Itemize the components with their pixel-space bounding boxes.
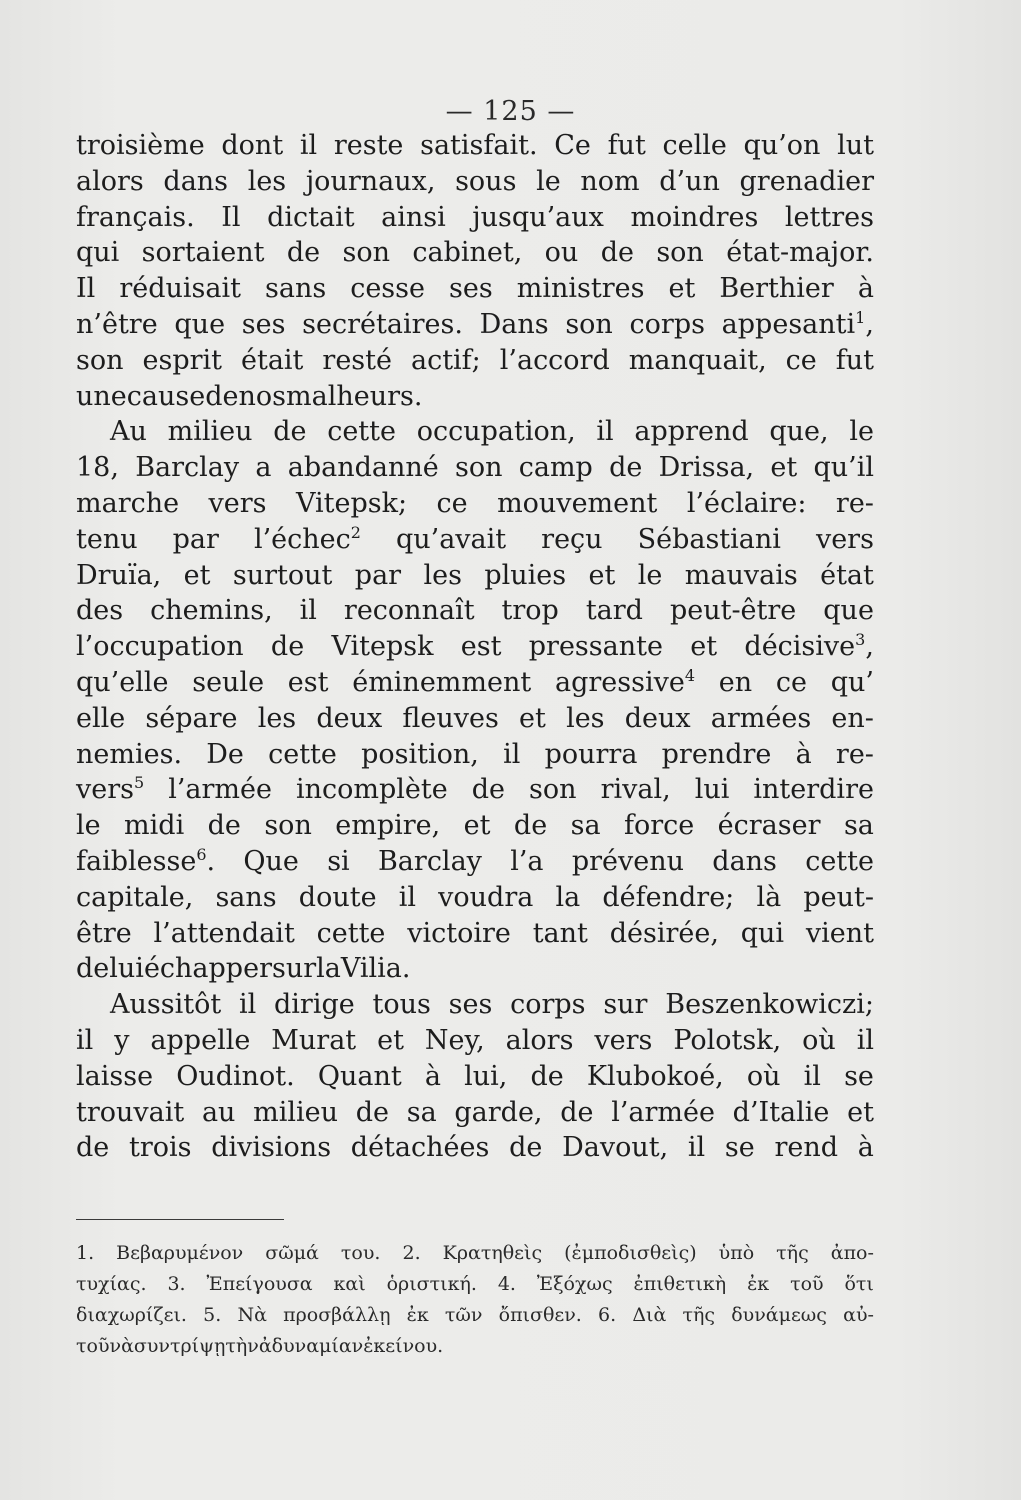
text-line: elle sépare les deux fleuves et les deux armées en-: [76, 702, 874, 734]
footnote-line: 1. Βεβαρυμένον σῶμά του. 2. Κρατηθεὶς (ἐμποδισθεὶς) ὑπὸ τῆς ἀπο-: [76, 1242, 874, 1264]
page-number: — 125 —: [445, 96, 576, 127]
text-line: capitale, sans doute il voudra la défendre; là peut-: [76, 881, 874, 913]
text-line: de lui échapper sur la Vilia.: [76, 953, 411, 985]
text-line: alors dans les journaux, sous le nom d’un grenadier: [76, 165, 874, 197]
paragraph: [76, 414, 874, 987]
text-line: marche vers Vitepsk; ce mouvement l’éclaire: re-: [76, 487, 874, 519]
text-line: le midi de son empire, et de sa force écraser sa: [76, 810, 874, 842]
text-line: nemies. De cette position, il pourra prendre à re-: [76, 738, 874, 770]
body-text: [76, 128, 874, 1166]
text-line: une cause de nos malheurs.: [76, 380, 423, 412]
text-line: Il réduisait sans cesse ses ministres et Berthier à: [76, 273, 874, 305]
text-line: Aussitôt il dirige tous ses corps sur Beszenkowiczi;: [110, 989, 874, 1021]
text-line: troisième dont il reste satisfait. Ce fut celle qu’on lut: [76, 130, 874, 161]
text-line: être l’attendait cette victoire tant désirée, qui vient: [76, 917, 874, 949]
text-line: tenu par l’échec$^2$ qu’avait reçu Sébastiani vers: [76, 522, 874, 555]
text-line: il y appelle Murat et Ney, alors vers Polotsk, où il: [76, 1024, 874, 1056]
text-line: 18, Barclay a abandanné son camp de Drissa, et qu’il: [76, 452, 874, 484]
text-line: n’être que ses secrétaires. Dans son corps appesanti$^1$,: [76, 307, 874, 340]
text-line: vers$^5$ l’armée incomplète de son rival, lui interdire: [76, 773, 874, 806]
footnote-line: τυχίας. 3. Ἐπείγουσα καὶ ὁριστική. 4. Ἐξόχως ἐπιθετικὴ ἐκ τοῦ ὅτι: [76, 1273, 874, 1295]
text-line: des chemins, il reconnaît trop tard peut-être que: [76, 595, 874, 627]
text-line: faiblesse$^6$. Que si Barclay l’a prévenu dans cette: [76, 844, 874, 877]
text-line: qui sortaient de son cabinet, ou de son état-major.: [76, 237, 874, 269]
text-line: trouvait au milieu de sa garde, de l’armée d’Italie et: [76, 1096, 874, 1128]
text-line: français. Il dictait ainsi jusqu’aux moindres lettres: [76, 201, 874, 233]
footnote-line: τοῦ νὰ συντρίψῃ τὴν ἀδυναμίαν ἐκείνου.: [76, 1335, 444, 1357]
text-line: son esprit était resté actif; l’accord manquait, ce fut: [76, 344, 874, 376]
text-line: Au milieu de cette occupation, il apprend que, le: [110, 416, 874, 448]
text-line: laisse Oudinot. Quant à lui, de Klubokoé, où il se: [76, 1060, 874, 1092]
text-line: l’occupation de Vitepsk est pressante et décisive$^3$,: [76, 630, 874, 663]
paragraph: [76, 987, 874, 1166]
footnote-separator: [76, 1219, 284, 1220]
footnotes: [76, 1238, 874, 1362]
text-line: qu’elle seule est éminemment agressive$^4$ en ce qu’: [76, 665, 874, 698]
text-line: de trois divisions détachées de Davout, il se rend à: [76, 1132, 874, 1164]
text-line: Druïa, et surtout par les pluies et le mauvais état: [76, 559, 874, 591]
footnote-line: διαχωρίζει. 5. Νὰ προσβάλλῃ ἐκ τῶν ὄπισθεν. 6. Διὰ τῆς δυνάμεως αὐ-: [76, 1304, 874, 1326]
paragraph: [76, 128, 874, 414]
